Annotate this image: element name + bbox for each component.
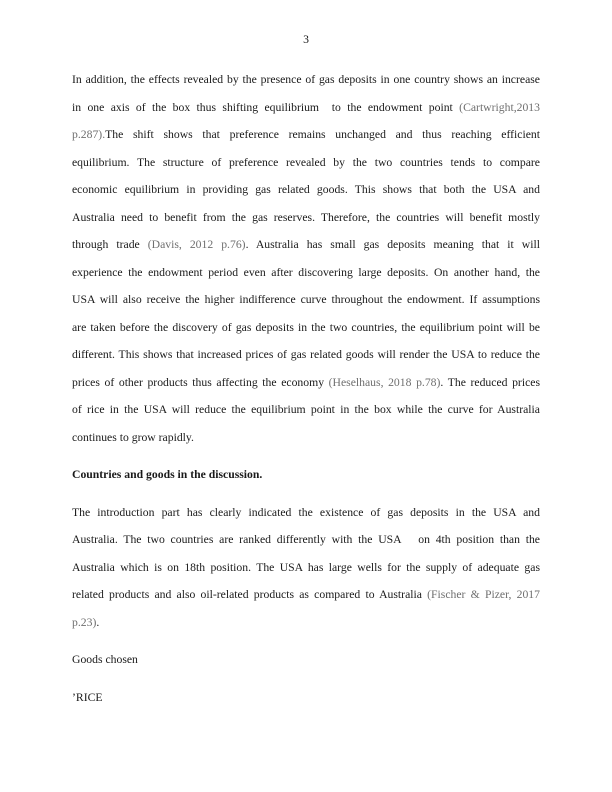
- text-segment: . The reduced prices: [440, 375, 540, 389]
- paragraph-1: [72, 66, 540, 451]
- citation: (Cartwright,2013: [459, 100, 540, 114]
- page-number: 3: [303, 33, 309, 46]
- text-line: [72, 424, 540, 452]
- text-line: [72, 369, 540, 397]
- citation: p.23): [72, 615, 97, 629]
- text-line: [72, 396, 540, 424]
- text-segment: Australia need to benefit from the gas reserves. Therefore, the countries will benefit mostly: [72, 210, 540, 224]
- text-line: [72, 94, 540, 122]
- paragraph-4: [72, 684, 540, 712]
- text-segment: ’RICE: [72, 690, 103, 704]
- text-line: [72, 149, 540, 177]
- text-segment: Australia. The two countries are ranked differently with the USA on 4th position than the: [72, 533, 540, 546]
- text-line: [72, 609, 540, 637]
- text-segment: experience the endowment period even after discovering large deposits. On another hand, the: [72, 265, 540, 279]
- text-segment: The shift shows that preference remains unchanged and thus reaching efficient: [105, 128, 540, 141]
- text-segment: of rice in the USA will reduce the equilibrium point in the box while the curve for Australia: [72, 403, 540, 416]
- text-segment: In addition, the effects revealed by the presence of gas deposits in one country shows an increase: [72, 73, 540, 86]
- document-body: [72, 66, 540, 721]
- text-line: [72, 499, 540, 527]
- text-segment: Countries and goods in the discussion.: [72, 468, 263, 481]
- citation: (Davis, 2012 p.76): [147, 238, 246, 251]
- text-segment: are taken before the discovery of gas deposits in the two countries, the equilibrium point will be: [72, 320, 540, 334]
- section-heading: [72, 461, 540, 489]
- text-segment: Goods chosen: [72, 653, 138, 666]
- text-line: [72, 121, 540, 149]
- text-line: [72, 176, 540, 204]
- text-segment: prices of other products thus affecting the economy: [72, 375, 329, 389]
- text-segment: economic equilibrium in providing gas related goods. This shows that both the USA and: [72, 183, 540, 196]
- paragraph-3: [72, 646, 540, 674]
- citation: (Heselhaus, 2018 p.78): [328, 375, 441, 389]
- text-line: [72, 526, 540, 554]
- text-segment: continues to grow rapidly.: [72, 430, 194, 444]
- text-segment: USA will also receive the higher indifference curve throughout the endowment. If assumptions: [72, 293, 540, 306]
- text-segment: equilibrium. The structure of preference revealed by the two countries tends to compare: [72, 155, 540, 169]
- text-line: [72, 461, 540, 489]
- text-line: [72, 314, 540, 342]
- text-segment: Australia which is on 18th position. The USA has large wells for the supply of adequate gas: [72, 560, 540, 574]
- text-segment: . Australia has small gas deposits meaning that it will: [245, 238, 540, 251]
- text-line: [72, 684, 540, 712]
- text-segment: different. This shows that increased prices of gas related goods will render the USA to reduce the: [72, 348, 540, 361]
- citation: p.287).: [72, 128, 106, 141]
- text-line: [72, 341, 540, 369]
- citation: (Fischer & Pizer, 2017: [427, 588, 540, 601]
- text-segment: The introduction part has clearly indicated the existence of gas deposits in the USA and: [72, 505, 540, 519]
- text-segment: related products and also oil-related products as compared to Australia: [72, 588, 428, 601]
- text-line: [72, 554, 540, 582]
- text-line: [72, 231, 540, 259]
- text-segment: through trade: [72, 238, 148, 251]
- text-line: [72, 259, 540, 287]
- text-line: [72, 286, 540, 314]
- text-segment: .: [96, 615, 100, 629]
- text-line: [72, 66, 540, 94]
- text-segment: in one axis of the box thus shifting equilibrium to the endowment point: [72, 100, 460, 114]
- paragraph-2: [72, 499, 540, 637]
- text-line: [72, 646, 540, 674]
- text-line: [72, 581, 540, 609]
- text-line: [72, 204, 540, 232]
